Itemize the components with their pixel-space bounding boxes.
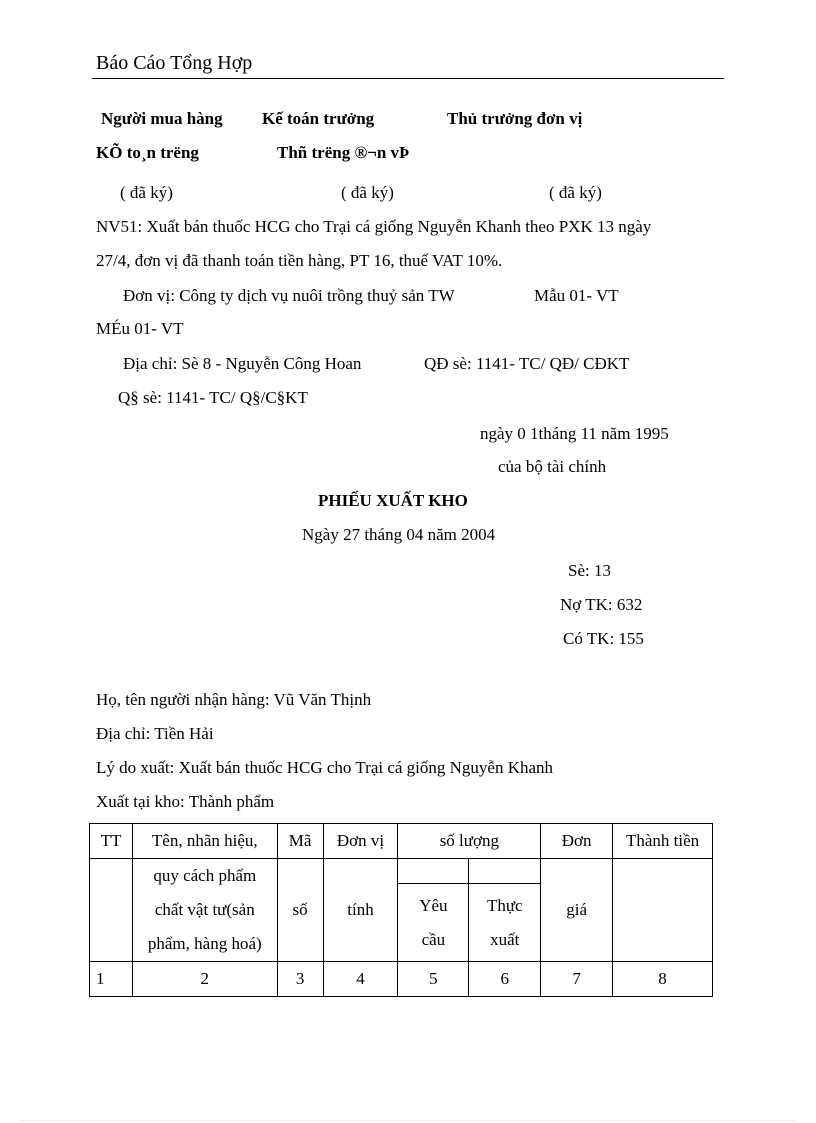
header-rule <box>92 78 724 79</box>
table-index-row <box>90 962 713 997</box>
header-actual <box>469 884 541 962</box>
page-bottom-edge <box>20 1120 796 1121</box>
items-table <box>89 823 713 997</box>
table-header-row-2 <box>90 859 713 884</box>
header-required-2: cầu <box>421 929 446 949</box>
index-cell: 3 <box>277 962 323 997</box>
entry-line-2: 27/4, đơn vị đã thanh toán tiền hàng, PT 16, thuế VAT 10%. <box>96 251 503 270</box>
org-decision-garbled: Q§ sè: 1141- TC/ Q§/C§KT <box>118 388 308 407</box>
index-cell: 6 <box>469 962 541 997</box>
header-name-3: chất vật tư(sản <box>154 900 255 919</box>
slip-number: Sè: 13 <box>568 561 611 580</box>
header-total-cont <box>613 859 713 962</box>
org-address: Địa chỉ: Sè 8 - Nguyễn Công Hoan <box>123 354 362 373</box>
signed-1: ( đã ký) <box>120 183 173 202</box>
header-name-4: phẩm, hàng hoá) <box>147 934 262 953</box>
header-required <box>398 884 469 962</box>
sign-head-of-unit: Thủ trưởng đơn vị <box>447 109 583 128</box>
index-cell: 8 <box>613 962 713 997</box>
header-price-1: Đơn <box>541 824 613 859</box>
sign-buyer: Người mua hàng <box>101 109 223 128</box>
org-unit: Đơn vị: Công ty dịch vụ nuôi trồng thuỷ sản TW <box>123 286 455 305</box>
header-code-1: Mã <box>277 824 323 859</box>
header-required-1: Yêu <box>419 895 448 915</box>
header-tt-cont <box>90 859 133 962</box>
signed-3: ( đã ký) <box>549 183 602 202</box>
header-total: Thành tiền <box>613 824 713 859</box>
sign-garbled-head: Thñ trëng ®¬n vÞ <box>277 143 410 162</box>
entry-line-1: NV51: Xuất bán thuốc HCG cho Trại cá giống Nguyễn Khanh theo PXK 13 ngày <box>96 217 652 236</box>
detail-receiver: Họ, tên người nhận hàng: Vũ Văn Thịnh <box>96 690 372 709</box>
header-unit-1: Đơn vị <box>323 824 398 859</box>
org-date-line: ngày 0 1tháng 11 năm 1995 <box>480 424 669 443</box>
header-actual-2: xuất <box>490 929 520 949</box>
header-qty-spacer-2 <box>469 859 541 884</box>
header-qty-spacer-1 <box>398 859 469 884</box>
slip-debit: Nợ TK: 632 <box>560 595 643 614</box>
header-name-2: quy cách phẩm <box>153 866 257 885</box>
header-tt: TT <box>90 824 133 859</box>
index-cell: 1 <box>90 962 133 997</box>
header-name-cont <box>132 859 277 962</box>
sign-garbled-accountant: KÕ to¸n trëng <box>96 143 199 162</box>
slip-credit: Có TK: 155 <box>563 629 644 648</box>
index-cell: 5 <box>398 962 469 997</box>
header-unit-2: tính <box>323 859 398 962</box>
detail-reason: Lý do xuất: Xuất bán thuốc HCG cho Trại cá giống Nguyễn Khanh <box>96 758 554 777</box>
signed-2: ( đã ký) <box>341 183 394 202</box>
index-cell: 4 <box>323 962 398 997</box>
table-header-row-1 <box>90 824 713 859</box>
header-actual-1: Thực <box>486 895 523 915</box>
index-cell: 2 <box>132 962 277 997</box>
header-code-2: số <box>277 859 323 962</box>
slip-title: PHIẾU XUẤT KHO <box>318 491 468 510</box>
org-form-garbled: MÉu 01- VT <box>96 319 184 338</box>
detail-warehouse: Xuất tại kho: Thành phẩm <box>96 792 275 811</box>
org-ministry: của bộ tài chính <box>498 457 607 476</box>
header-name-1: Tên, nhãn hiệu, <box>132 824 277 859</box>
slip-date: Ngày 27 tháng 04 năm 2004 <box>302 525 496 544</box>
org-decision: QĐ sè: 1141- TC/ QĐ/ CĐKT <box>424 354 630 373</box>
sign-chief-accountant: Kế toán trưởng <box>262 109 375 128</box>
header-price-2: giá <box>541 859 613 962</box>
header-title: Báo Cáo Tổng Hợp <box>96 52 253 74</box>
detail-address: Địa chỉ: Tiền Hải <box>96 724 214 743</box>
header-quantity: số lượng <box>398 824 541 859</box>
index-cell: 7 <box>541 962 613 997</box>
org-form: Mẫu 01- VT <box>534 286 619 305</box>
